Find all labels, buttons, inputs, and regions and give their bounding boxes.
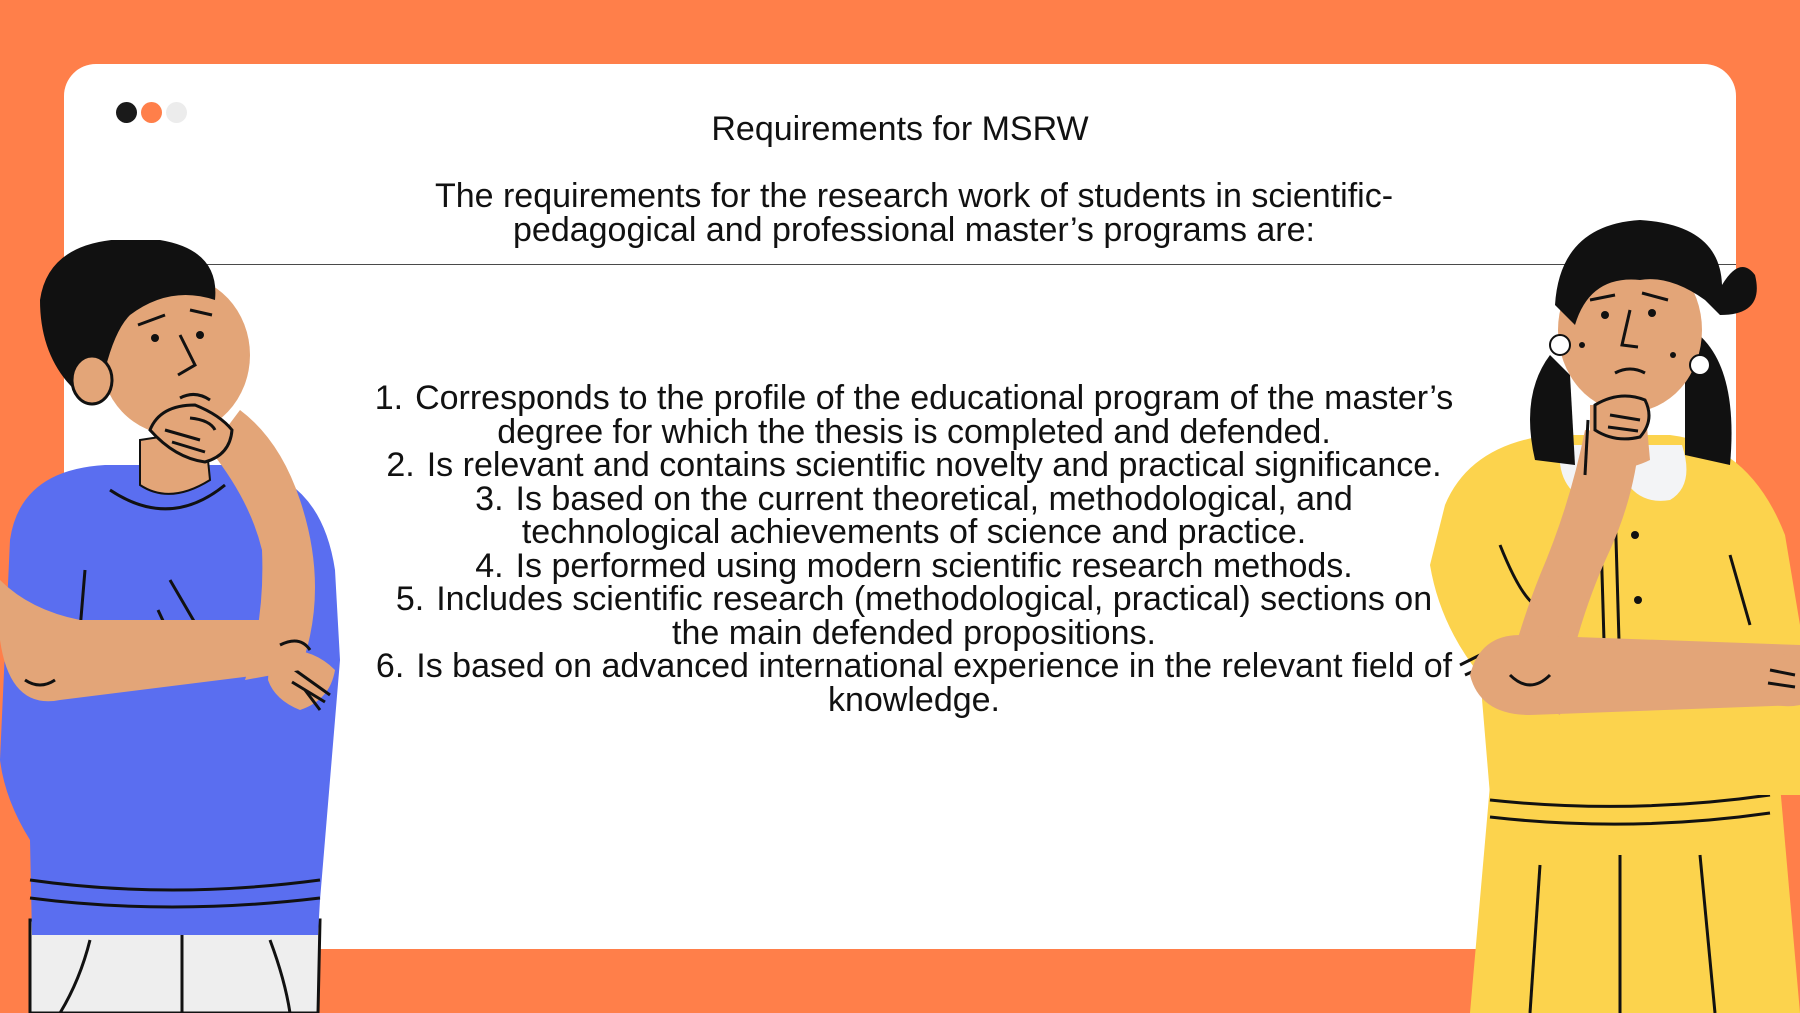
requirement-item bbox=[374, 446, 1454, 484]
requirement-text: Is based on advanced international experience in the relevant field of knowledge. bbox=[416, 647, 1453, 719]
requirement-text: Includes scientific research (methodological, practical) sections on the main defended propositions. bbox=[436, 580, 1433, 652]
requirement-number: 3. bbox=[475, 479, 504, 518]
slide-subtitle bbox=[374, 179, 1454, 247]
requirement-text: Is based on the current theoretical, methodological, and technological achievements of science and practice. bbox=[515, 479, 1353, 551]
requirement-number: 4. bbox=[475, 546, 504, 585]
requirement-number: 2. bbox=[386, 446, 415, 484]
requirement-number: 1. bbox=[374, 379, 404, 417]
thinking-woman-illustration bbox=[1410, 205, 1800, 1013]
requirement-number: 6. bbox=[375, 647, 405, 685]
requirement-item bbox=[374, 546, 1454, 585]
requirements-list bbox=[374, 379, 1454, 719]
subtitle-line-2: pedagogical and professional master’s programs are: bbox=[513, 211, 1315, 249]
requirement-text: Is performed using modern scientific research methods. bbox=[515, 546, 1353, 585]
subtitle-line-1: The requirements for the research work of students in scientific- bbox=[434, 177, 1394, 215]
slide-title: Requirements for MSRW bbox=[711, 110, 1089, 148]
requirement-text: Corresponds to the profile of the educational program of the master’s degree for which the thesis is completed and defended. bbox=[415, 379, 1454, 451]
requirement-number: 5. bbox=[395, 580, 425, 618]
requirement-item bbox=[374, 647, 1454, 719]
requirement-text: Is relevant and contains scientific novelty and practical significance. bbox=[426, 446, 1442, 484]
requirement-item bbox=[374, 479, 1454, 551]
requirement-item bbox=[374, 379, 1454, 451]
requirement-item bbox=[374, 580, 1454, 652]
thinking-man-illustration bbox=[0, 240, 360, 1013]
